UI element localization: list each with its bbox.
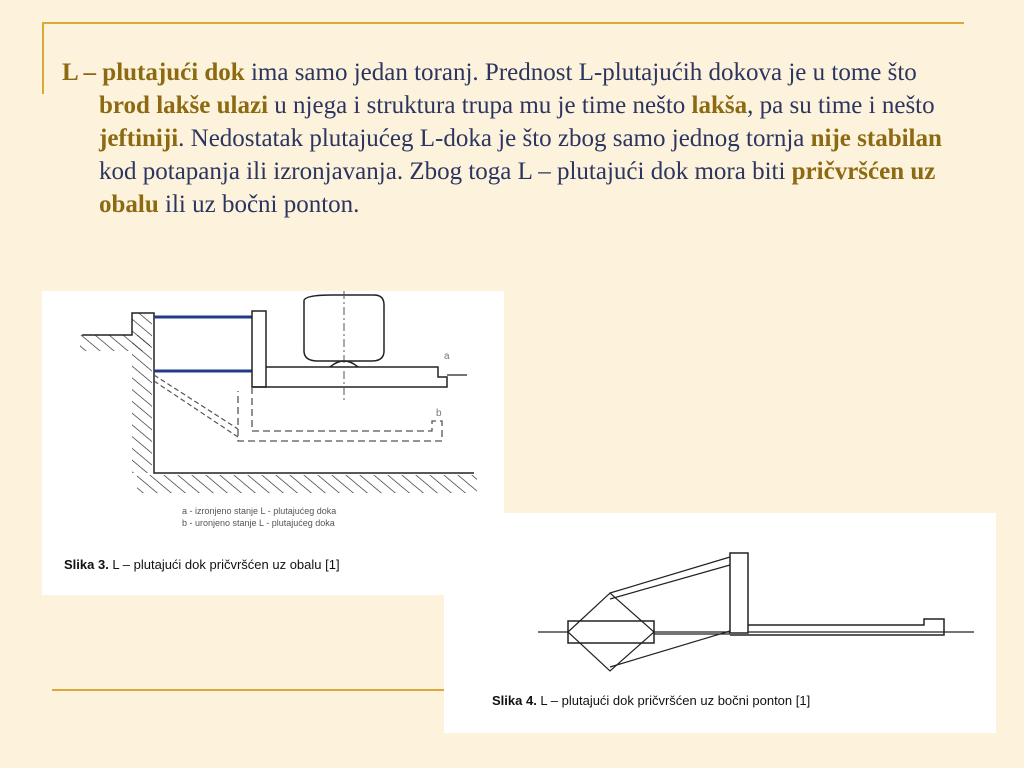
paragraph	[62, 56, 962, 221]
left-rule	[42, 22, 44, 94]
body-text	[62, 56, 962, 221]
dock-pontoon-submerged	[238, 387, 442, 441]
connecting-arm	[610, 565, 730, 599]
text-run: ima samo jedan toranj. Prednost L-plutajućih dokova je u tome što	[244, 59, 917, 86]
caption-text: L – plutajući dok pričvršćen uz obalu [1]	[108, 557, 340, 572]
bold-term: nije stabilan	[810, 125, 942, 152]
text-run: kod potapanja ili izronjavanja. Zbog toga L – plutajući dok mora biti	[99, 158, 792, 185]
dock-tower	[252, 311, 266, 387]
caption-number: Slika 4.	[492, 693, 537, 708]
side-pontoon	[568, 621, 654, 643]
figure-3	[42, 291, 504, 595]
text-run: , pa su time i nešto	[747, 92, 935, 119]
legend-b: b - uronjeno stanje L - plutajućeg doka	[182, 518, 335, 528]
figure-3-drawing	[42, 291, 504, 595]
bold-term: brod lakše ulazi	[99, 92, 269, 119]
bold-term: pričvršćen uz obalu	[99, 158, 936, 218]
dock-pontoon-surfaced	[252, 367, 447, 387]
top-rule	[42, 22, 964, 24]
text-run: ili uz bočni ponton.	[158, 191, 360, 218]
figure-4	[444, 513, 996, 733]
submerged-link	[154, 375, 238, 429]
figure-3-caption	[64, 557, 340, 572]
bold-term: lakša	[691, 92, 748, 119]
figure-3-legend	[182, 505, 336, 529]
text-run: u njega i struktura trupa mu je time nešto	[268, 92, 692, 119]
text-run: . Nedostatak plutajućeg L-doka je što zbog samo jednog tornja	[178, 125, 811, 152]
caption-text: L – plutajući dok pričvršćen uz bočni ponton [1]	[536, 693, 811, 708]
bottom-rule	[52, 689, 444, 691]
figure-4-caption	[492, 693, 810, 708]
bold-term: jeftiniji	[99, 125, 179, 152]
connecting-arm	[610, 557, 730, 593]
label-b: b	[436, 408, 442, 419]
bold-term: L – plutajući dok	[62, 59, 245, 86]
label-a: a	[444, 351, 450, 362]
submerged-link	[154, 381, 238, 437]
caption-number: Slika 3.	[64, 557, 109, 572]
quay-wall	[132, 313, 152, 473]
legend-a: a - izronjeno stanje L - plutajućeg doka	[182, 506, 337, 516]
dock-tower	[730, 553, 748, 633]
seabed	[137, 475, 477, 493]
